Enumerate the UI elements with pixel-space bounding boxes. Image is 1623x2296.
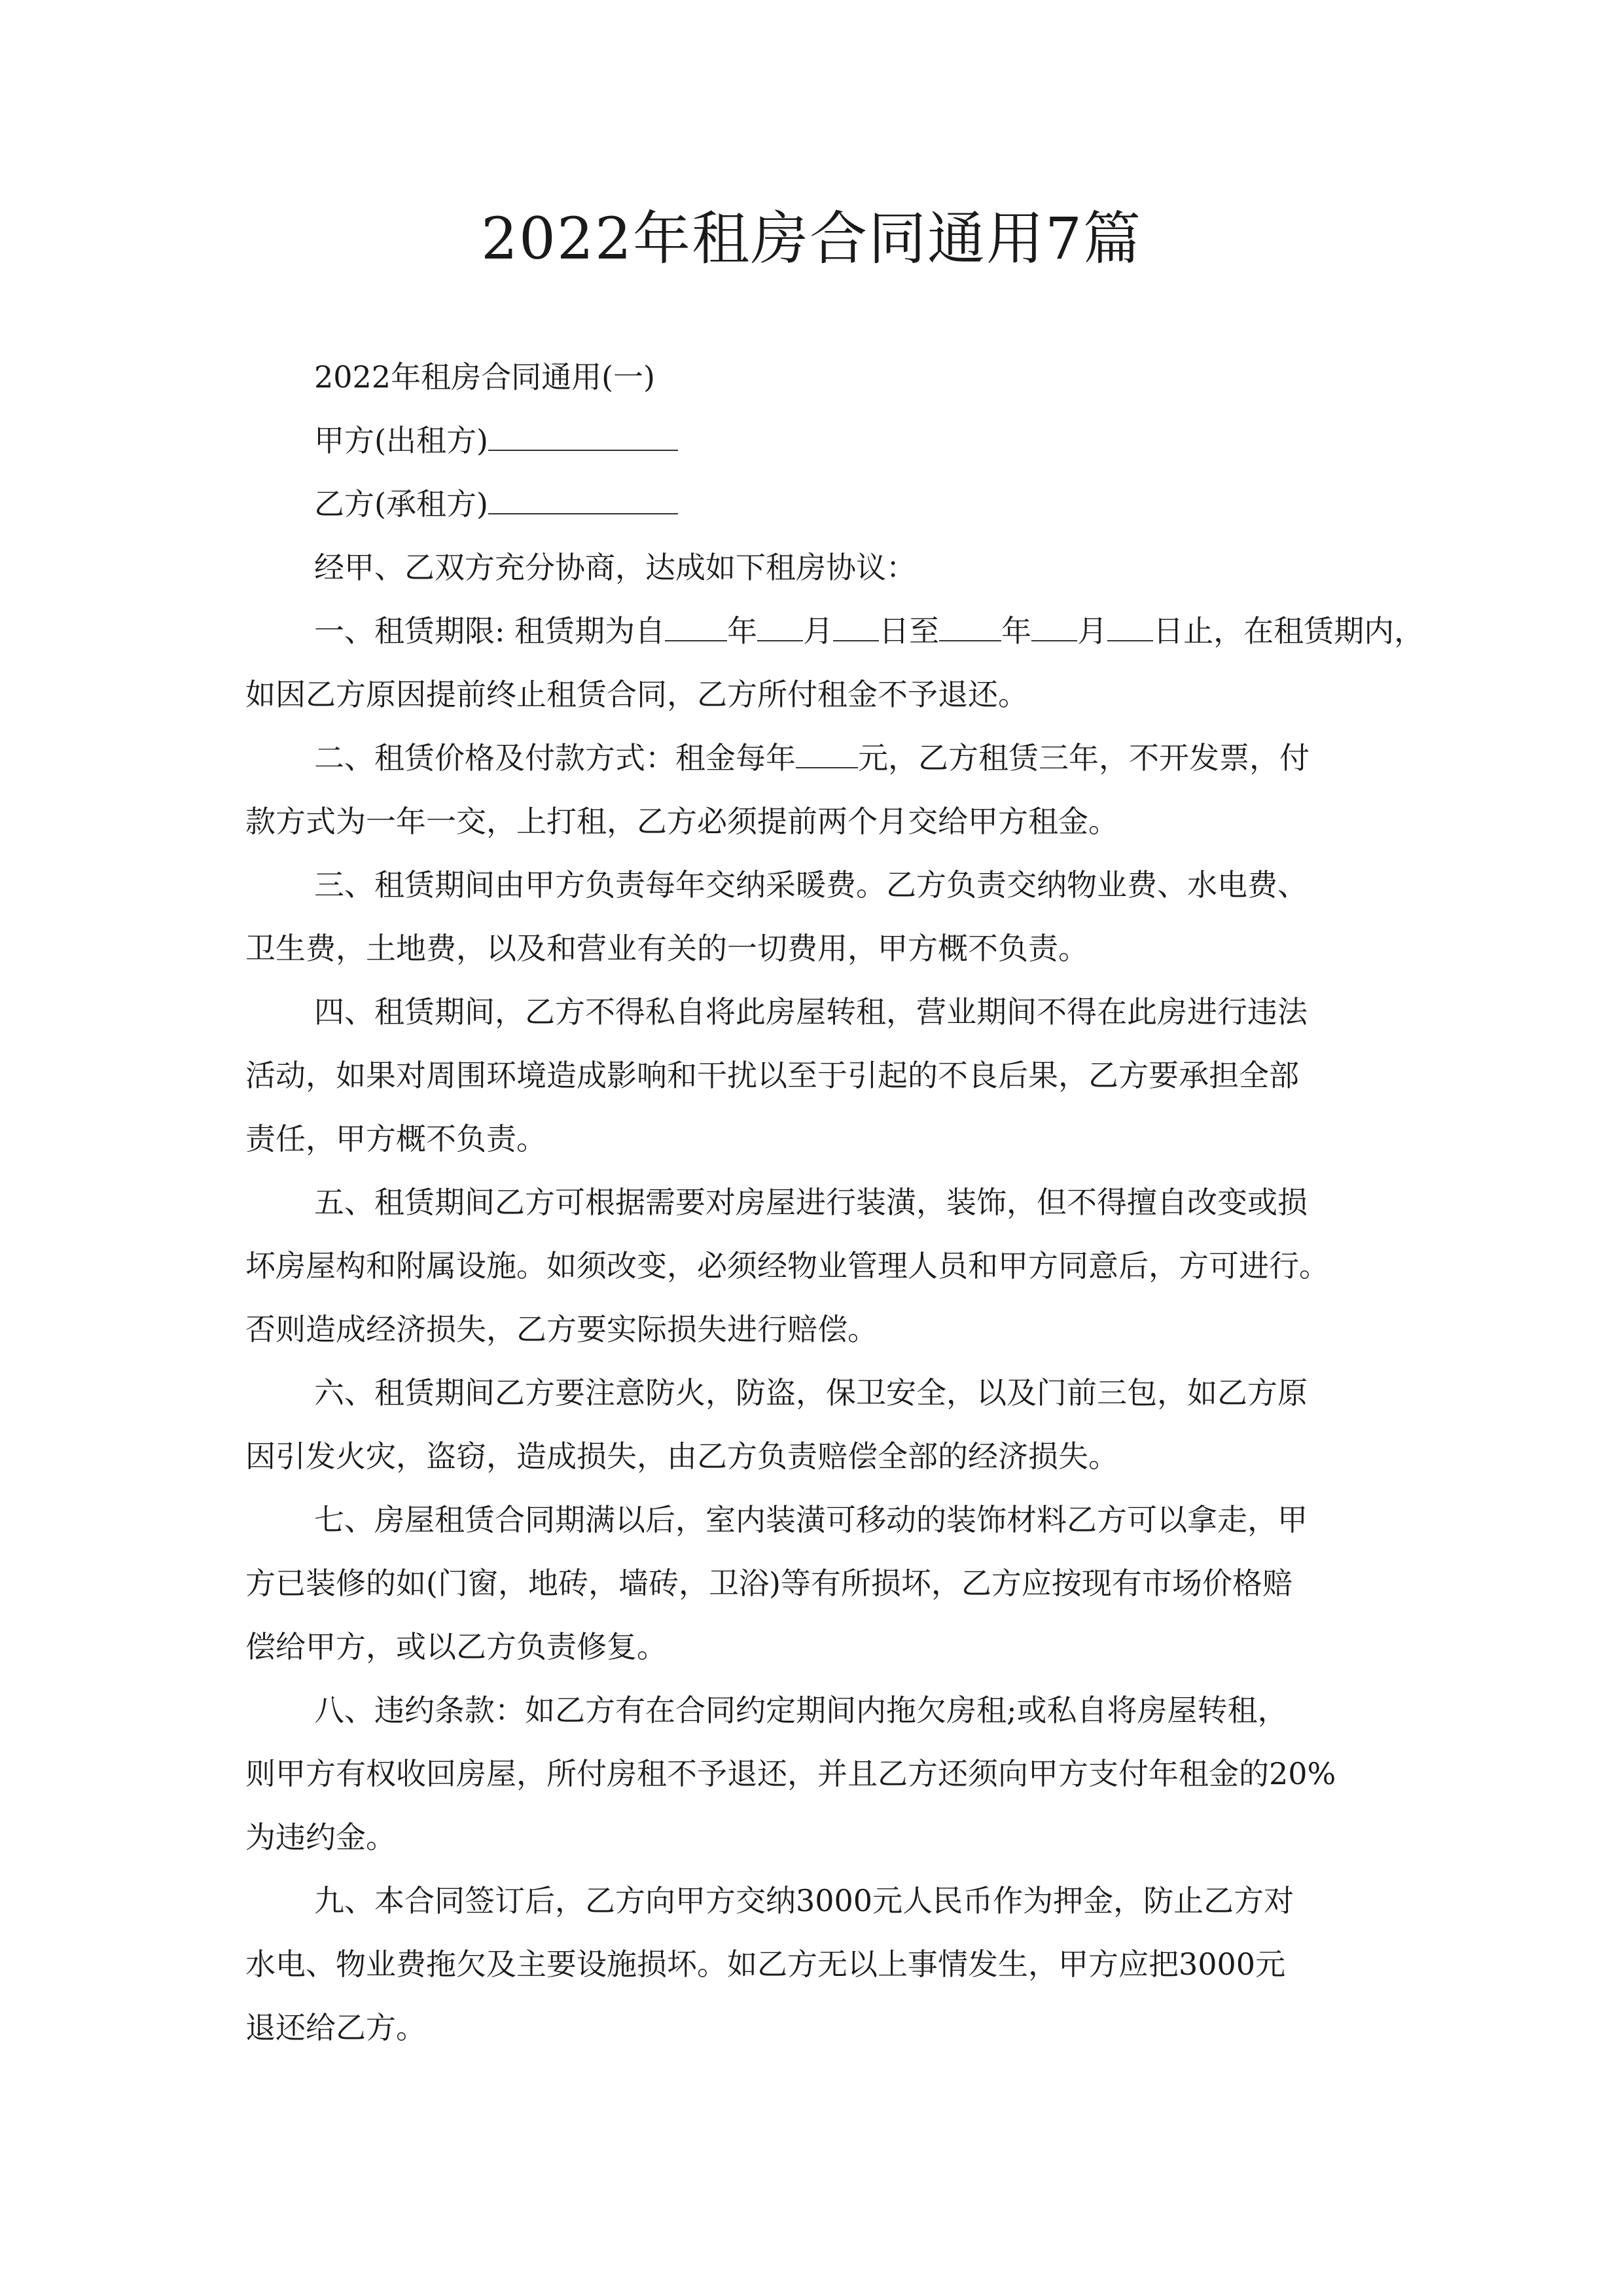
clause-5-line-3: 否则造成经济损失，乙方要实际损失进行赔偿。 [245,1312,878,1347]
document-body [245,346,1425,2060]
clause-7-line-1: 七、房屋租赁合同期满以后，室内装潢可移动的装饰材料乙方可以拿走，甲 [314,1502,1308,1537]
party-b-label: 乙方(承租方) [314,486,488,522]
clause-4-line-1: 四、租赁期间，乙方不得私自将此房屋转租，营业期间不得在此房进行违法 [314,994,1308,1030]
clause-4-line-2: 活动，如果对周围环境造成影响和干扰以至于引起的不良后果，乙方要承担全部 [245,1058,1299,1093]
clause-1-line-1 [245,600,1425,663]
clause-9-line-3: 退还给乙方。 [245,2010,426,2045]
clause-8-line-1: 八、违约条款：如乙方有在合同约定期间内拖欠房租;或私自将房屋转租， [314,1693,1288,1728]
year-label: 年 [727,613,758,649]
party-a-blank [488,413,678,451]
start-year-blank [665,603,727,641]
clause-3-line-2: 卫生费，土地费，以及和营业有关的一切费用，甲方概不负责。 [245,931,1088,966]
year-label: 年 [1001,613,1032,649]
start-day-blank [833,603,879,641]
start-month-blank [757,603,803,641]
clause-6-line-1: 六、租赁期间乙方要注意防火，防盗，保卫安全，以及门前三包，如乙方原 [314,1375,1308,1410]
party-b-blank [488,476,678,514]
month-label: 月 [1077,613,1108,649]
clause-2-line-2: 款方式为一年一交，上打租，乙方必须提前两个月交给甲方租金。 [245,804,1118,839]
clause-4-line-3: 责任，甲方概不负责。 [245,1121,546,1157]
clause-2-text-end: 元，乙方租赁三年，不开发票，付 [858,740,1310,776]
clause-7-line-2: 方已装修的如(门窗，地砖，墙砖，卫浴)等有所损坏，乙方应按现有市场价格赔 [245,1566,1293,1601]
end-month-blank [1031,603,1077,641]
party-a-label: 甲方(出租方) [314,423,488,458]
clause-1-line-2: 如因乙方原因提前终止租赁合同，乙方所付租金不予退还。 [245,677,1028,712]
document-title: 2022年租房合同通用7篇 [481,205,1142,272]
clause-8-line-3: 为违约金。 [245,1820,396,1855]
clause-6-line-2: 因引发火灾，盗窃，造成损失，由乙方负责赔偿全部的经济损失。 [245,1439,1118,1474]
clause-3-line-1: 三、租赁期间由甲方负责每年交纳采暖费。乙方负责交纳物业费、水电费、 [314,867,1308,903]
section-heading: 2022年租房合同通用(一) [314,359,655,395]
clause-1-text-end: 日止，在租赁期内， [1153,613,1425,649]
clause-1-text: 一、租赁期限: 租赁期为自 [314,613,666,649]
clause-5-line-2: 坏房屋构和附属设施。如须改变，必须经物业管理人员和甲方同意后，方可进行。 [245,1248,1329,1283]
clause-2-line-1 [245,726,1381,790]
month-label: 月 [803,613,834,649]
party-a-line [245,409,1381,473]
end-year-blank [939,603,1001,641]
clause-2-text: 二、租赁价格及付款方式：租金每年 [314,740,796,776]
clause-9-line-2: 水电、物业费拖欠及主要设施损坏。如乙方无以上事情发生，甲方应把3000元 [245,1946,1286,1982]
day-to-label: 日至 [879,613,940,649]
clause-7-line-3: 偿给甲方，或以乙方负责修复。 [245,1629,667,1664]
clause-9-line-1: 九、本合同签订后，乙方向甲方交纳3000元人民币作为押金，防止乙方对 [314,1883,1294,1918]
party-b-line [245,473,1381,536]
annual-rent-blank [796,730,858,768]
end-day-blank [1107,603,1153,641]
intro-paragraph: 经甲、乙双方充分协商，达成如下租房协议： [314,550,916,585]
clause-5-line-1: 五、租赁期间乙方可根据需要对房屋进行装潢，装饰，但不得擅自改变或损 [314,1185,1308,1220]
clause-8-line-2: 则甲方有权收回房屋，所付房租不予退还，并且乙方还须向甲方支付年租金的20% [245,1756,1336,1791]
